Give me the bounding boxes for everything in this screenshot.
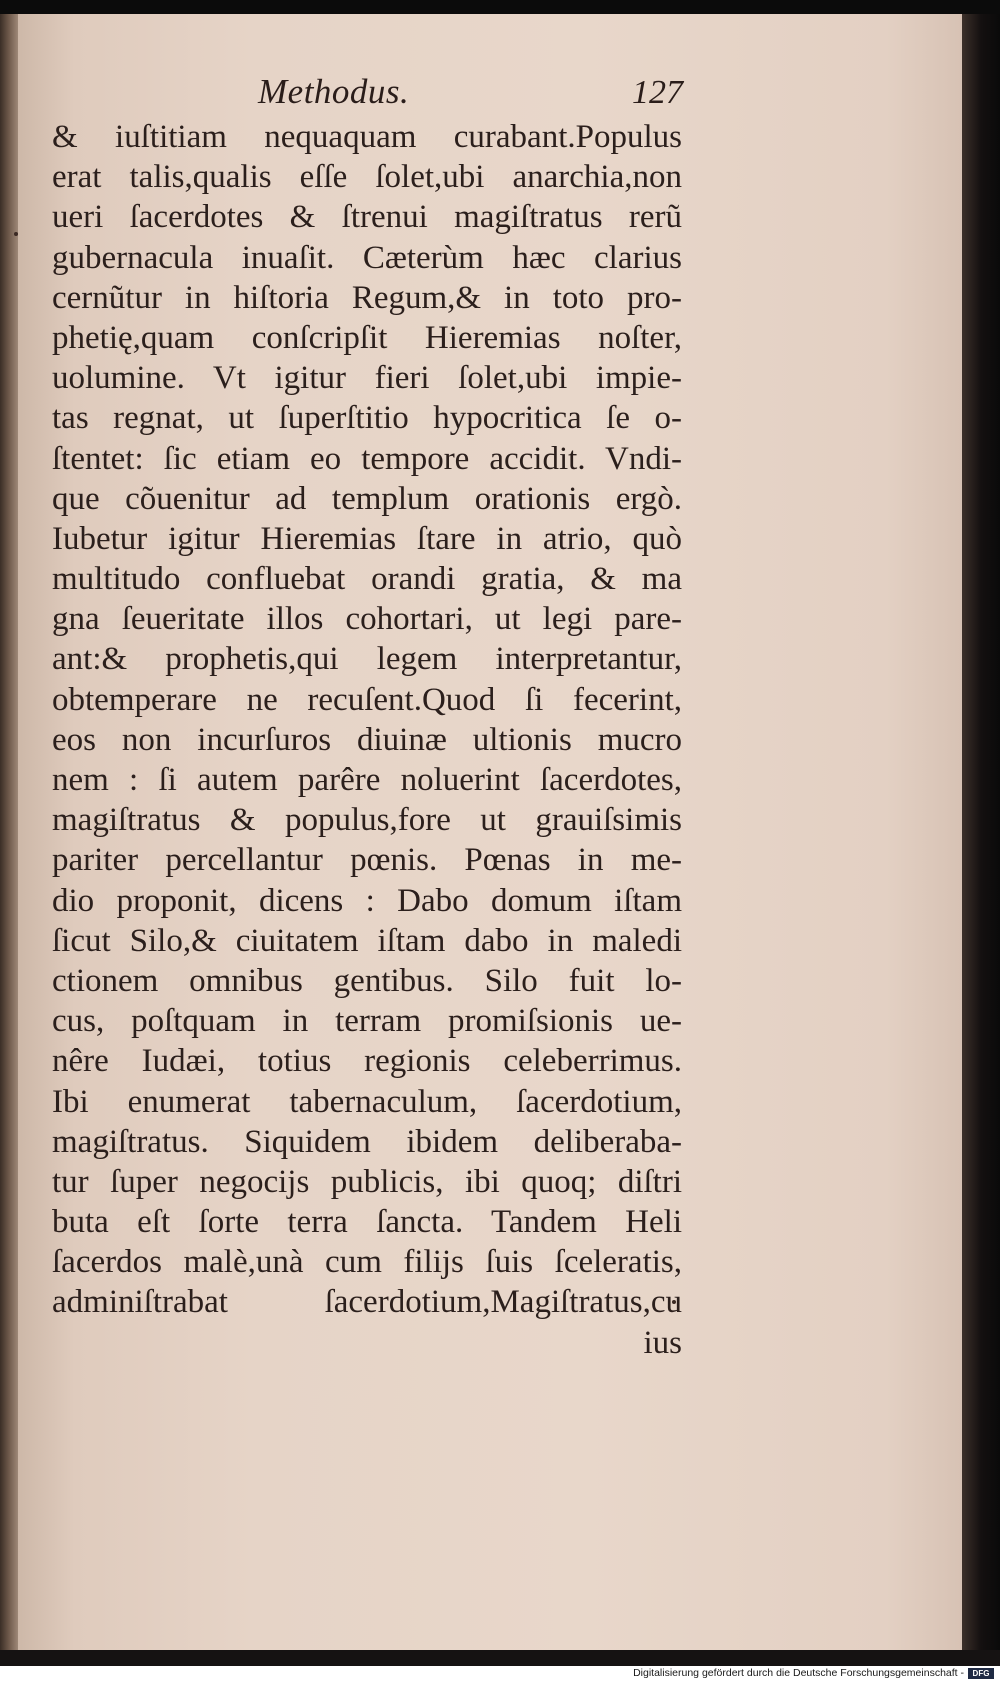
text-line: dio proponit, dicens : Dabo domum iſtam <box>52 882 682 919</box>
text-line: magiſtratus. Siquidem ibidem deliberaba- <box>52 1123 682 1160</box>
funding-credit: Digitalisierung gefördert durch die Deutsche Forschungsgemeinschaft - <box>633 1667 964 1679</box>
text-line: phetię,quam conſcripſit Hieremias noſter, <box>52 319 682 356</box>
page-number: 127 <box>632 74 683 111</box>
scan-bottom-border <box>0 1650 1000 1666</box>
ink-speck <box>14 232 18 236</box>
text-line: Iubetur igitur Hieremias ſtare in atrio, quò <box>52 520 682 557</box>
text-line: pariter percellantur pœnis. Pœnas in me- <box>52 842 682 879</box>
text-line: ueri ſacerdotes & ſtrenui magiſtratus rerũ <box>52 199 682 236</box>
text-line: eos non incurſuros diuinæ ultionis mucro <box>52 721 682 758</box>
text-line: magiſtratus & populus,fore ut grauiſsimis <box>52 802 682 839</box>
text-line: adminiſtrabat ſacerdotium,Magiſtratus,cu <box>52 1284 682 1321</box>
text-line: tur ſuper negocijs publicis, ibi quoq; diſtri <box>52 1163 682 1200</box>
catchword: ius <box>643 1324 682 1361</box>
text-line: obtemperare ne recuſent.Quod ſi fecerint, <box>52 681 682 718</box>
running-head: Methodus. <box>258 72 410 111</box>
text-line: multitudo confluebat orandi gratia, & ma <box>52 561 682 598</box>
page-header <box>0 72 1000 112</box>
text-line: ſicut Silo,& ciuitatem iſtam dabo in maledi <box>52 922 682 959</box>
text-line: ctionem omnibus gentibus. Silo fuit lo- <box>52 962 682 999</box>
text-line: tas regnat, ut ſuperſtitio hypocritica ſe o- <box>52 400 682 437</box>
text-line: buta eſt ſorte terra ſancta. Tandem Heli <box>52 1204 682 1241</box>
text-line: nêre Iudæi, totius regionis celeberrimus. <box>52 1043 682 1080</box>
body-text <box>52 117 682 1363</box>
text-line: ant:& prophetis,qui legem interpretantur, <box>52 641 682 678</box>
text-line: erat talis,qualis eſſe ſolet,ubi anarchia,non <box>52 159 682 196</box>
text-line: ſtentet: ſic etiam eo tempore accidit. Vndi- <box>52 440 682 477</box>
text-line: & iuſtitiam nequaquam curabant.Populus <box>52 119 682 155</box>
text-line: ſacerdos malè,unà cum filijs ſuis ſceleratis, <box>52 1244 682 1281</box>
dfg-logo-icon: DFG <box>968 1668 994 1679</box>
text-line: uolumine. Vt igitur fieri ſolet,ubi impie- <box>52 360 682 397</box>
text-line: gna ſeueritate illos cohortari, ut legi pare- <box>52 601 682 638</box>
binding-shadow <box>0 14 20 1666</box>
text-line: nem : ſi autem parêre noluerint ſacerdotes, <box>52 762 682 798</box>
scan-right-border <box>962 14 1000 1666</box>
text-line: que cõuenitur ad templum orationis ergò. <box>52 480 682 517</box>
text-line: cernũtur in hiſtoria Regum,& in toto pro- <box>52 279 682 316</box>
text-line: Ibi enumerat tabernaculum, ſacerdotium, <box>52 1083 682 1120</box>
text-line: gubernacula inuaſit. Cæterùm hæc clarius <box>52 239 682 276</box>
footer-bar <box>0 1666 1000 1681</box>
text-line: cus, poſtquam in terram promiſsionis ue- <box>52 1003 682 1040</box>
